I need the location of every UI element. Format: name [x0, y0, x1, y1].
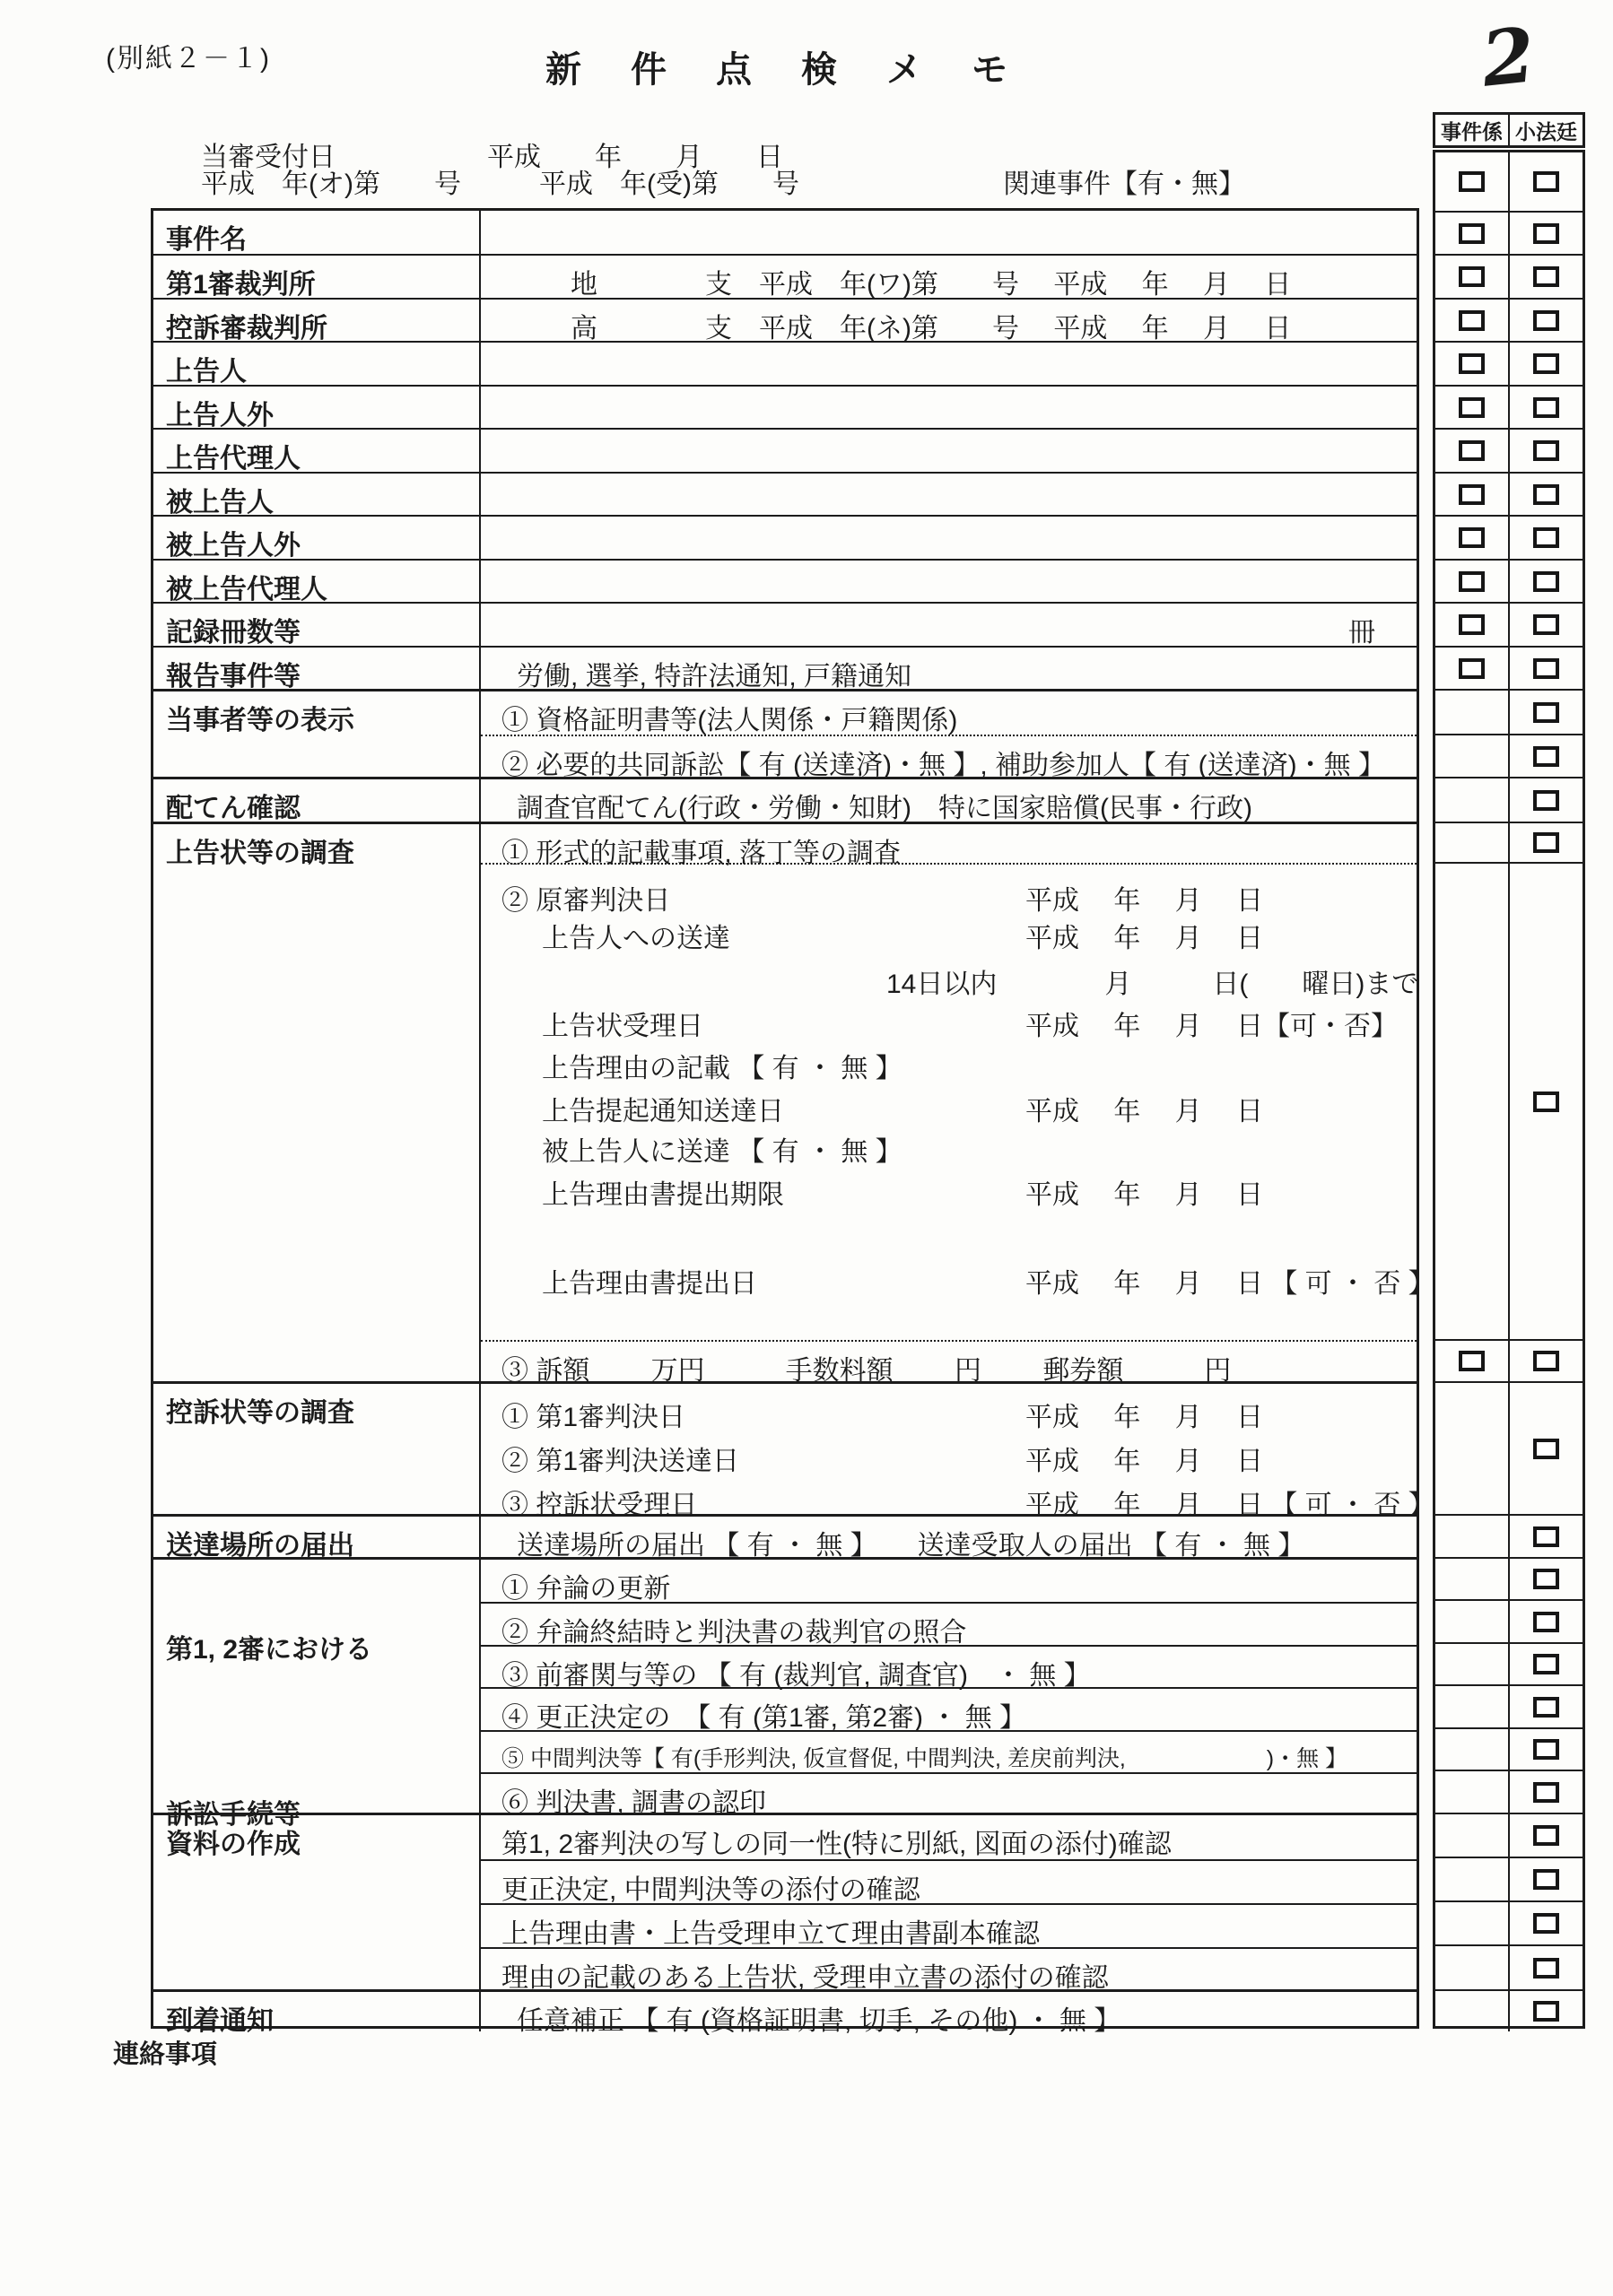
shohotei-cell [1510, 1644, 1582, 1684]
row-content: 調査官配てん(行政・労働・知財) 特に国家賠償(民事・行政) [517, 794, 1252, 823]
checkbox[interactable] [1533, 1913, 1559, 1934]
check-row [1435, 1857, 1582, 1900]
row-label: 上告人外 [153, 387, 481, 428]
check-row [1435, 1989, 1582, 2031]
row-content [481, 1384, 1435, 1520]
row-label: 到着通知 [153, 1992, 481, 2031]
case-number-o: 平成 年(オ)第 号 [201, 170, 461, 199]
check-row [1435, 1514, 1582, 1557]
page-title: 新件点検メモ [545, 50, 1057, 90]
row-label: 控訴審裁判所 [153, 300, 481, 341]
check-row [1435, 734, 1582, 777]
check-row [1435, 777, 1582, 822]
checkbox[interactable] [1533, 1526, 1559, 1547]
jikengakari-cell [1435, 864, 1510, 1339]
check-row [1435, 1727, 1582, 1770]
check-row [1435, 1944, 1582, 1989]
checkbox[interactable] [1533, 484, 1559, 505]
checkbox[interactable] [1533, 614, 1559, 635]
field-label: 上告状受理日 [542, 1012, 703, 1041]
jikengakari-cell [1435, 343, 1510, 385]
checkbox[interactable] [1533, 746, 1559, 767]
jikengakari-cell [1435, 1858, 1510, 1900]
jikengakari-cell [1435, 1341, 1510, 1381]
shohotei-cell [1510, 474, 1582, 515]
shohotei-cell [1510, 864, 1582, 1339]
checkbox[interactable] [1459, 527, 1485, 548]
row-content [481, 343, 1417, 385]
jikengakari-cell [1435, 1771, 1510, 1813]
jikengakari-cell [1435, 1814, 1510, 1857]
row-content [481, 430, 1417, 472]
checkbox[interactable] [1459, 397, 1485, 418]
jikengakari-cell [1435, 561, 1510, 602]
handwritten-page-number: 2 [1477, 10, 1539, 104]
checkbox[interactable] [1533, 658, 1559, 679]
main-table [151, 208, 1435, 2036]
jikengakari-cell [1435, 1559, 1510, 1599]
shohotei-cell [1510, 1559, 1582, 1599]
jikengakari-cell [1435, 648, 1510, 689]
row-label: 記録冊数等 [153, 604, 481, 646]
shohotei-cell [1510, 1991, 1582, 2031]
table-row [153, 472, 1417, 515]
field-label: 上告人への送達 [542, 924, 730, 953]
footer-label: 連絡事項 [113, 2040, 218, 2069]
check-row [1435, 385, 1582, 428]
shohotei-cell [1510, 517, 1582, 559]
shohotei-cell [1510, 1686, 1582, 1727]
list-item: 上告理由書・上告受理申立て理由書副本確認 [481, 1903, 1417, 1947]
row-label: 事件名 [153, 211, 481, 254]
row-label: 被上告人 [153, 474, 481, 515]
checkbox[interactable] [1533, 1654, 1559, 1674]
checkbox[interactable] [1533, 790, 1559, 811]
jikengakari-cell [1435, 735, 1510, 777]
date-field: 平成 年 月 日 [1025, 1097, 1264, 1126]
field-label: 上告提起通知送達日 [542, 1097, 784, 1126]
row-content [481, 691, 1417, 780]
checkbox[interactable] [1459, 658, 1485, 679]
receipt-date-value: 平成 年 月 日 [487, 143, 783, 172]
row-label: 第1審裁判所 [153, 256, 481, 298]
checkbox[interactable] [1533, 310, 1559, 331]
shohotei-cell [1510, 300, 1582, 341]
date-field: 平成 年 月 日 [1025, 1403, 1264, 1432]
list-item: 更正決定, 中間判決等の添付の確認 [481, 1859, 1417, 1903]
shohotei-cell [1510, 430, 1582, 472]
jikengakari-cell [1435, 1991, 1510, 2031]
case-number-ju: 平成 年(受)第 号 [539, 170, 799, 199]
check-row [1435, 602, 1582, 646]
date-field: 平成 年 月 日【可・否】 [1025, 1012, 1399, 1041]
list-item: ⑤ 中間判決等【 有(手形判決, 仮宣督促, 中間判決, 差戻前判決, )・無 】 [481, 1730, 1417, 1772]
shohotei-cell [1510, 213, 1582, 254]
checkbox[interactable] [1459, 571, 1485, 592]
check-row [1435, 1770, 1582, 1813]
field-label: 14日以内 月 日( 曜日)まで [886, 970, 1419, 999]
shohotei-cell [1510, 1771, 1582, 1813]
list-item: ① 形式的記載事項, 落丁等の調査 [481, 824, 1417, 865]
check-row [1435, 472, 1582, 515]
checkbox[interactable] [1533, 1739, 1559, 1760]
list-item: ① 弁論の更新 [501, 1574, 671, 1604]
corner-note: (別紙２－１) [106, 44, 271, 74]
check-row [1435, 298, 1582, 341]
jikengakari-cell [1435, 300, 1510, 341]
checkbox[interactable] [1533, 1697, 1559, 1718]
date-field: 平成 年 月 日 【 可 ・ 否 】 [1025, 1491, 1435, 1520]
row-content: 労働, 選挙, 特許法通知, 戸籍通知 [517, 662, 912, 691]
date-field: 平成 年 月 日 [1025, 1447, 1264, 1476]
checkbox[interactable] [1533, 1958, 1559, 1979]
shohotei-cell [1510, 778, 1582, 822]
jikengakari-cell [1435, 517, 1510, 559]
joukoku-date-block [481, 865, 1435, 1342]
check-row [1435, 1684, 1582, 1727]
table-row [153, 254, 1417, 298]
jikengakari-cell [1435, 1686, 1510, 1727]
row-label: 上告状等の調査 [153, 824, 481, 1381]
checkbox[interactable] [1533, 527, 1559, 548]
table-row-joukoku [153, 822, 1435, 1386]
shohotei-cell [1510, 1341, 1582, 1381]
table-row-soutatsu [153, 1514, 1417, 1561]
related-case-field: 関連事件【有・無】 [1003, 170, 1245, 199]
shohotei-cell [1510, 691, 1582, 734]
table-row [153, 211, 1417, 254]
row-content: 高 支 平成 年(ネ)第 号 平成 年 月 日 [517, 314, 1292, 344]
checkbox[interactable] [1533, 1869, 1559, 1890]
checkbox[interactable] [1533, 2001, 1559, 2022]
table-row-kouso [153, 1381, 1435, 1520]
date-field: 平成 年 月 日 [1025, 924, 1264, 953]
shohotei-cell [1510, 1729, 1582, 1770]
jikengakari-cell [1435, 474, 1510, 515]
jikengakari-cell [1435, 691, 1510, 734]
row-label: 報告事件等 [153, 648, 481, 689]
list-item: ⑥ 判決書, 調書の認印 [481, 1772, 1417, 1815]
checkbox[interactable] [1459, 614, 1485, 635]
shohotei-cell [1510, 1383, 1582, 1514]
jikengakari-cell [1435, 387, 1510, 428]
field-label: 上告理由書提出日 [542, 1269, 757, 1299]
checkbox[interactable] [1459, 310, 1485, 331]
shohotei-cell [1510, 561, 1582, 602]
jikengakari-cell [1435, 1946, 1510, 1989]
jikengakari-cell [1435, 823, 1510, 862]
row-content [481, 561, 1417, 602]
check-row [1435, 646, 1582, 689]
check-row [1435, 211, 1582, 254]
checkbox[interactable] [1533, 397, 1559, 418]
shohotei-cell [1510, 152, 1582, 211]
checkbox[interactable] [1533, 1351, 1559, 1371]
row-label: 送達場所の届出 [153, 1517, 481, 1557]
date-field: 平成 年 月 日 [1025, 1180, 1264, 1210]
row-label: 被上告代理人 [153, 561, 481, 602]
check-row [1435, 1813, 1582, 1857]
checkbox[interactable] [1533, 702, 1559, 723]
shohotei-cell [1510, 1814, 1582, 1857]
row-content: 送達場所の届出 【 有 ・ 無 】 送達受取人の届出 【 有 ・ 無 】 [517, 1531, 1305, 1561]
checkbox[interactable] [1533, 571, 1559, 592]
table-row [153, 646, 1417, 689]
shohotei-cell [1510, 648, 1582, 689]
jikengakari-cell [1435, 1516, 1510, 1557]
shohotei-cell [1510, 604, 1582, 646]
list-item: ③ 前審関与等の 【 有 (裁判官, 調査官) ・ 無 】 [481, 1645, 1417, 1687]
row-label [153, 1560, 481, 1830]
check-row [1435, 1557, 1582, 1599]
table-row [153, 515, 1417, 559]
checkbox[interactable] [1459, 171, 1485, 192]
checkbox[interactable] [1533, 223, 1559, 244]
row-label: 配てん確認 [153, 779, 481, 822]
check-table-body [1433, 150, 1585, 2029]
check-row [1435, 1599, 1582, 1642]
row-content [481, 211, 1417, 254]
check-row [1435, 862, 1582, 1339]
checkbox[interactable] [1459, 440, 1485, 461]
jikengakari-cell [1435, 1902, 1510, 1944]
shohotei-cell [1510, 1516, 1582, 1557]
checkbox[interactable] [1459, 484, 1485, 505]
check-row [1435, 341, 1582, 385]
checkbox[interactable] [1459, 266, 1485, 287]
receipt-date-label: 当審受付日 [201, 143, 336, 172]
checkbox[interactable] [1459, 223, 1485, 244]
date-field: 平成 年 月 日 【 可 ・ 否 】 [1025, 1269, 1435, 1299]
table-row-tetsuzuki [153, 1557, 1417, 1830]
jikengakari-cell [1435, 1383, 1510, 1514]
jikengakari-cell [1435, 1729, 1510, 1770]
row-content: 任意補正 【 有 (資格証明書, 切手, その他) ・ 無 】 [517, 2006, 1121, 2036]
jikengakari-cell [1435, 1601, 1510, 1642]
checkbox[interactable] [1533, 266, 1559, 287]
shohotei-cell [1510, 343, 1582, 385]
row-content [481, 824, 1435, 1386]
check-row [1435, 1900, 1582, 1944]
shohotei-cell [1510, 823, 1582, 862]
shohotei-cell [1510, 387, 1582, 428]
checkbox[interactable] [1533, 832, 1559, 853]
jikengakari-cell [1435, 604, 1510, 646]
table-row [153, 385, 1417, 428]
checkbox[interactable] [1459, 1351, 1485, 1371]
check-col-shohotei: 小法廷 [1515, 119, 1577, 144]
checkbox[interactable] [1533, 353, 1559, 374]
checkbox[interactable] [1533, 1569, 1559, 1589]
field-label: 上告理由の記載 【 有 ・ 無 】 [542, 1054, 902, 1083]
shohotei-cell [1510, 735, 1582, 777]
field-label: ① 第1審判決日 [501, 1403, 686, 1432]
row-label: 控訴状等の調査 [153, 1384, 481, 1514]
check-row [1435, 1642, 1582, 1684]
checkbox[interactable] [1533, 1091, 1559, 1112]
row-label-line1: 第1, 2審における [166, 1635, 373, 1665]
shohotei-cell [1510, 1858, 1582, 1900]
list-item: ④ 更正決定の 【 有 (第1審, 第2審) ・ 無 】 [481, 1687, 1417, 1730]
checkbox[interactable] [1533, 1612, 1559, 1632]
field-label: ② 第1審判決送達日 [501, 1447, 740, 1476]
list-item: ③ 訴額 万円 手数料額 円 郵券額 円 [501, 1356, 1232, 1386]
jikengakari-cell [1435, 213, 1510, 254]
check-row [1435, 515, 1582, 559]
shohotei-cell [1510, 1601, 1582, 1642]
check-col-jikengakari: 事件係 [1435, 115, 1510, 145]
table-row [153, 559, 1417, 602]
table-row [153, 298, 1417, 344]
table-row-tojisha [153, 689, 1417, 780]
row-label: 上告人 [153, 343, 481, 385]
checkbox[interactable] [1533, 171, 1559, 192]
table-row [153, 428, 1417, 472]
row-content [481, 1560, 1417, 1818]
check-row [1435, 1381, 1582, 1514]
row-content: 冊 [1348, 618, 1375, 648]
check-row [1435, 428, 1582, 472]
field-label: 被上告人に送達 【 有 ・ 無 】 [542, 1137, 902, 1167]
row-label: 当事者等の表示 [153, 691, 481, 777]
table-row [153, 602, 1417, 646]
jikengakari-cell [1435, 256, 1510, 298]
check-row [1435, 254, 1582, 298]
field-label: ② 原審判決日 [501, 886, 671, 916]
jikengakari-cell [1435, 778, 1510, 822]
field-label: ③ 控訴状受理日 [501, 1491, 698, 1520]
list-item: 第1, 2審判決の写しの同一性(特に別紙, 図面の添付)確認 [501, 1830, 1172, 1859]
check-row [1435, 559, 1582, 602]
check-row [1435, 152, 1582, 211]
row-content [481, 517, 1417, 559]
jikengakari-cell [1435, 152, 1510, 211]
field-label: 上告理由書提出期限 [542, 1180, 784, 1210]
row-label: 資料の作成 [153, 1815, 481, 1989]
shohotei-cell [1510, 1902, 1582, 1944]
checkbox[interactable] [1533, 1439, 1559, 1459]
row-content: 地 支 平成 年(ワ)第 号 平成 年 月 日 [517, 270, 1292, 300]
checkbox[interactable] [1533, 1825, 1559, 1846]
jikengakari-cell [1435, 430, 1510, 472]
table-row [153, 341, 1417, 385]
row-content [481, 1815, 1417, 1993]
row-content [481, 387, 1417, 428]
row-label: 被上告人外 [153, 517, 481, 559]
date-field: 平成 年 月 日 [1025, 886, 1264, 916]
table-row-touchaku [153, 1989, 1417, 2036]
checkbox[interactable] [1533, 1782, 1559, 1803]
list-item: 理由の記載のある上告状, 受理申立書の添付の確認 [481, 1947, 1417, 1992]
check-table-header [1433, 112, 1585, 148]
check-row [1435, 1339, 1582, 1381]
check-row [1435, 689, 1582, 734]
table-row-haiten [153, 777, 1417, 822]
checkbox[interactable] [1533, 440, 1559, 461]
row-content [481, 474, 1417, 515]
shohotei-cell [1510, 256, 1582, 298]
row-label: 上告代理人 [153, 430, 481, 472]
shohotei-cell [1510, 1946, 1582, 1989]
list-item: ② 弁論終結時と判決書の裁判官の照合 [481, 1602, 1417, 1645]
table-row-shiryo [153, 1813, 1417, 1993]
row-label-line2: 訴訟手続等 [166, 1800, 301, 1830]
check-row [1435, 822, 1582, 862]
checkbox[interactable] [1459, 353, 1485, 374]
list-item: ① 資格証明書等(法人関係・戸籍関係) [481, 691, 1417, 736]
jikengakari-cell [1435, 1644, 1510, 1684]
list-item: ② 必要的共同訴訟【 有 (送達済)・無 】, 補助参加人【 有 (送達済)・無 】 [501, 751, 1385, 780]
